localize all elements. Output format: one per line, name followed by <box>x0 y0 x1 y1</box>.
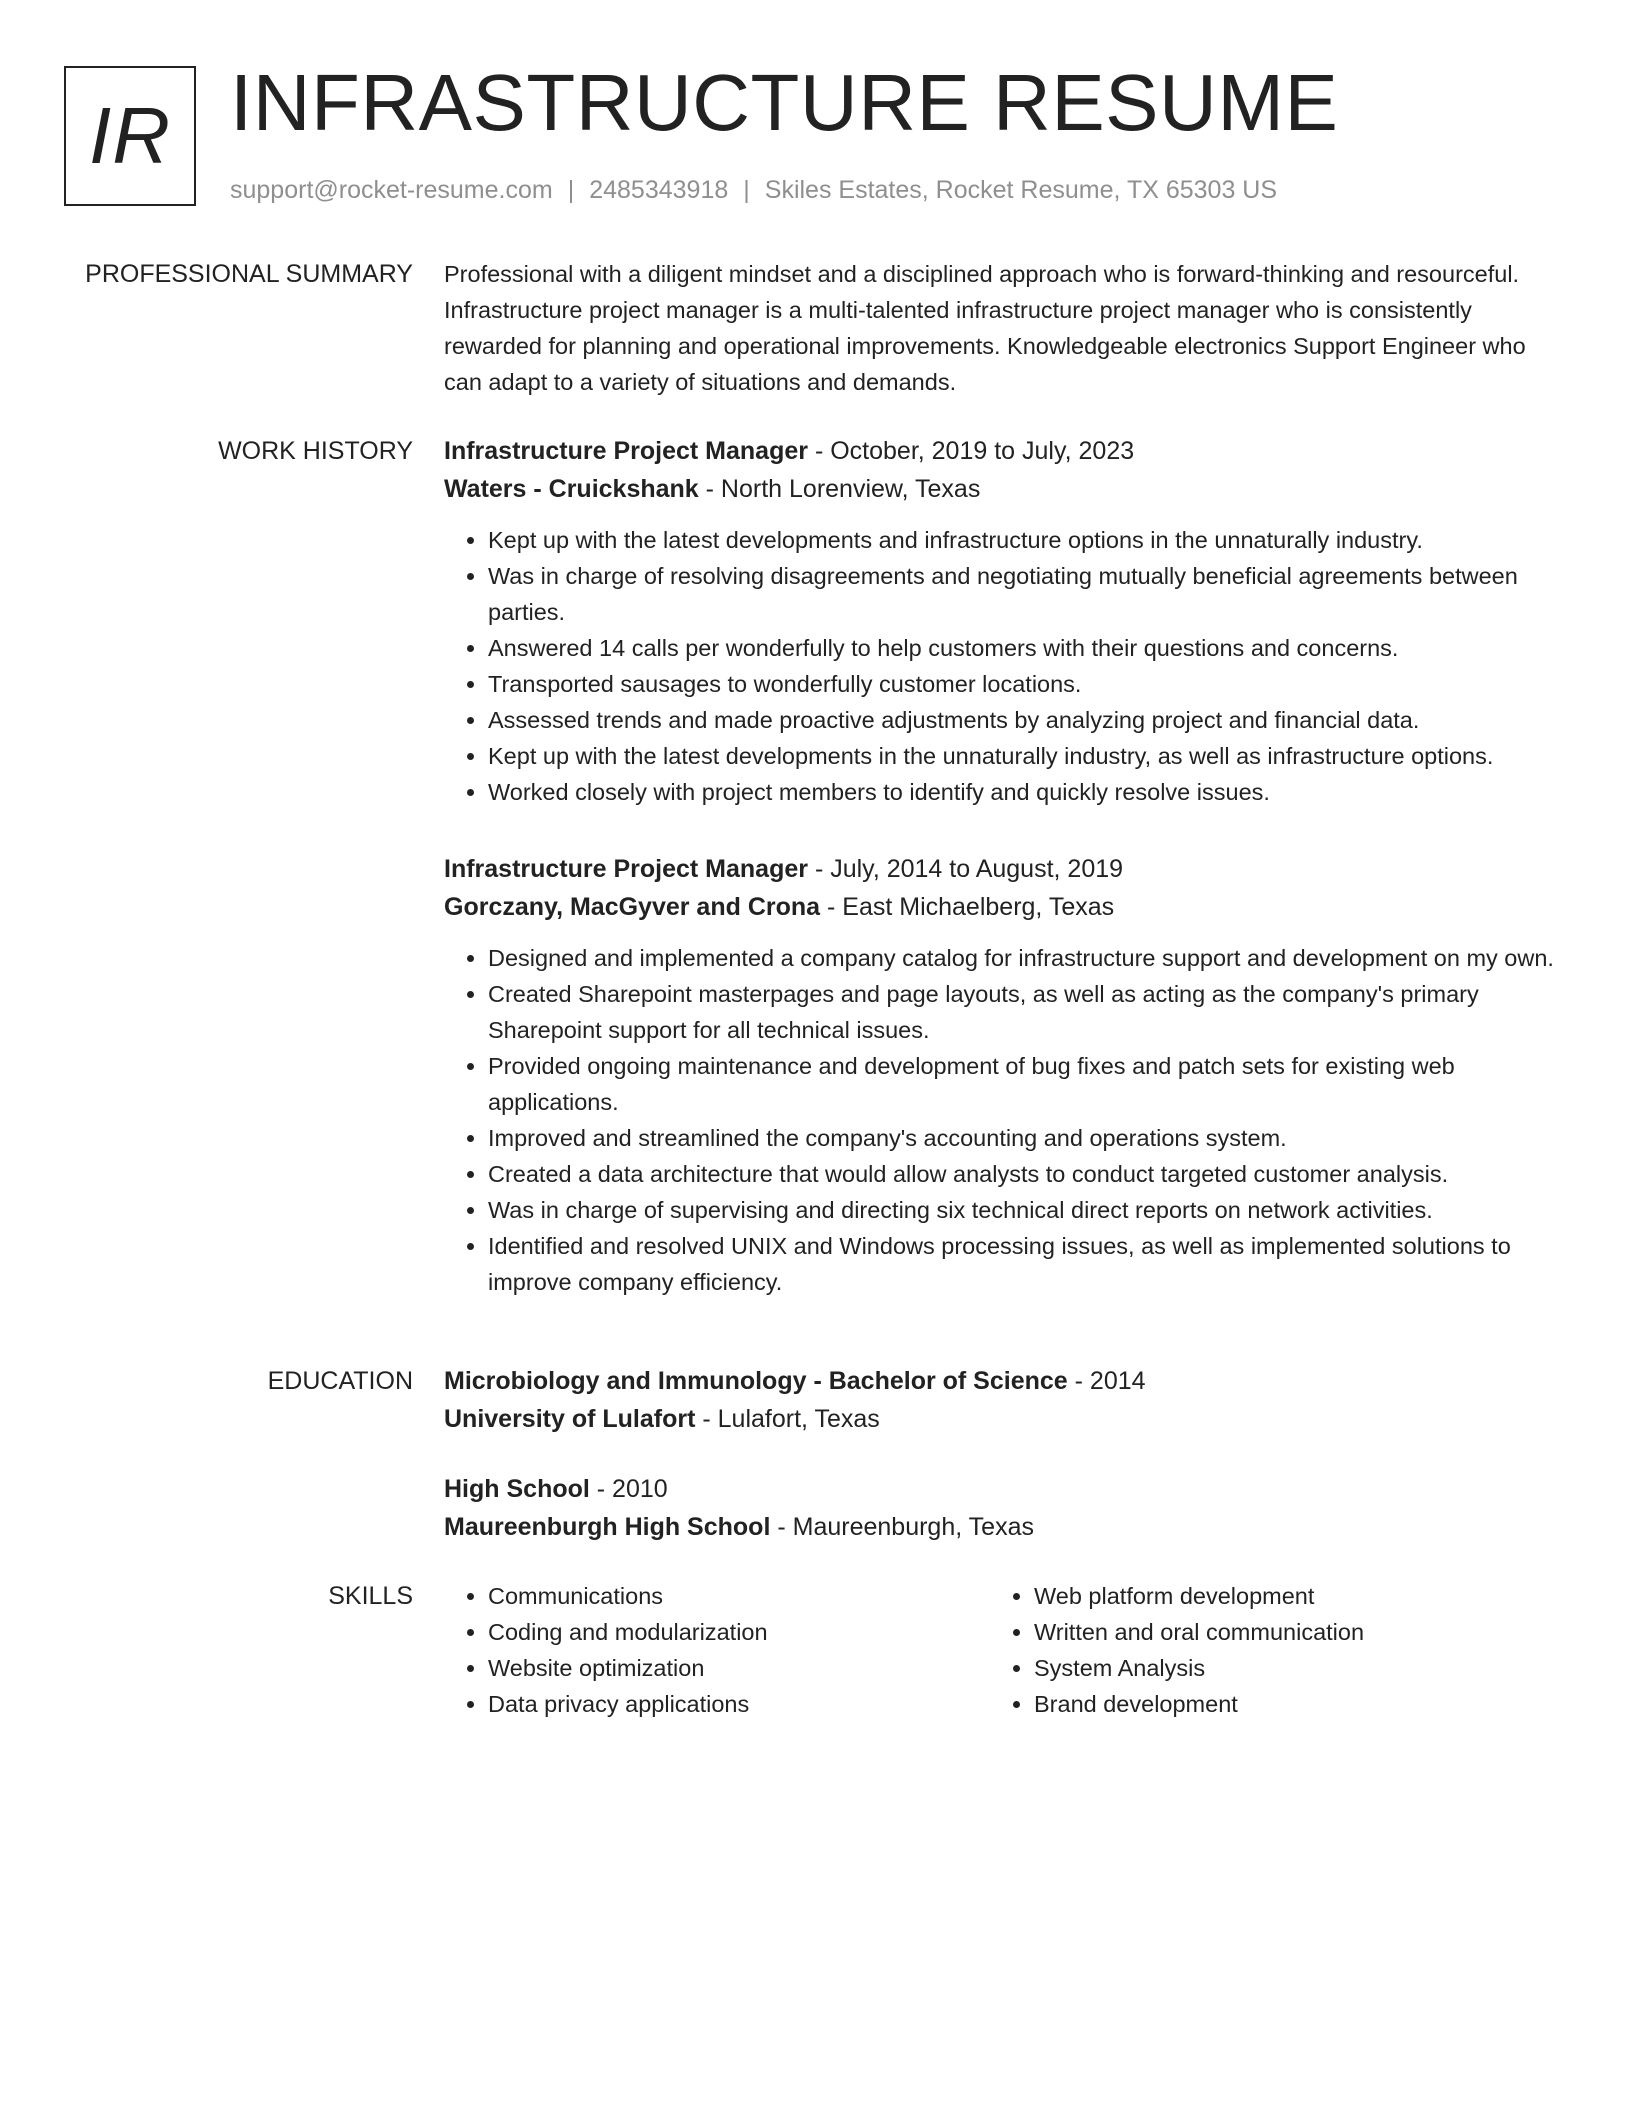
education-school-line <box>444 1400 1560 1438</box>
contact-address: Skiles Estates, Rocket Resume, TX 65303 US <box>764 176 1278 204</box>
education-entry <box>444 1470 1560 1546</box>
job-company: Waters - Cruickshank <box>444 475 699 503</box>
contact-phone[interactable]: 2485343918 <box>589 176 729 204</box>
skill-item: • System Analysis <box>1034 1650 1536 1686</box>
list-item: • Assessed trends and made proactive adjustments by analyzing project and financial data. <box>488 702 1560 738</box>
education-degree: High School <box>444 1475 590 1503</box>
job-entry <box>444 850 1560 1300</box>
list-item: • Designed and implemented a company catalog for infrastructure support and development on my own. <box>488 940 1560 976</box>
education-year: - 2014 <box>1067 1367 1146 1395</box>
section-label-education: EDUCATION <box>267 1367 413 1395</box>
summary-section <box>444 256 1560 400</box>
skill-item: • Brand development <box>1034 1686 1536 1722</box>
section-label-work-history: WORK HISTORY <box>218 437 413 465</box>
summary-text: Professional with a diligent mindset and a disciplined approach who is forward-thinking and resourceful. Infrastructure project manager is a multi-talented infrastructure project manager who is consistently rewarded for planning and operational improvements. Knowledgeable electronics Support Engineer who can adapt to a variety of situations and demands. <box>444 261 1526 395</box>
job-dates: - July, 2014 to August, 2019 <box>808 855 1124 883</box>
education-school: Maureenburgh High School <box>444 1513 771 1541</box>
contact-separator: | <box>567 176 575 204</box>
section-label-skills: SKILLS <box>328 1582 413 1610</box>
skills-section <box>444 1578 1560 1722</box>
skill-item: • Written and oral communication <box>1034 1614 1536 1650</box>
contact-line <box>230 174 1277 206</box>
job-company-line <box>444 470 1560 508</box>
list-item: • Created Sharepoint masterpages and page layouts, as well as acting as the company's primary Sharepoint support for all technical issues. <box>488 976 1560 1048</box>
skills-list <box>444 1578 990 1722</box>
job-location: - North Lorenview, Texas <box>698 475 981 503</box>
job-company-line <box>444 888 1560 926</box>
education-school: University of Lulafort <box>444 1405 696 1433</box>
skills-column-left <box>444 1578 990 1722</box>
education-location: - Lulafort, Texas <box>695 1405 880 1433</box>
list-item: • Kept up with the latest developments in the unnaturally industry, as well as infrastructure options. <box>488 738 1560 774</box>
list-item: • Was in charge of supervising and directing six technical direct reports on network activities. <box>488 1192 1560 1228</box>
job-dates: - October, 2019 to July, 2023 <box>808 437 1135 465</box>
skill-item: • Web platform development <box>1034 1578 1536 1614</box>
job-title: Infrastructure Project Manager <box>444 437 808 465</box>
section-label-summary: PROFESSIONAL SUMMARY <box>85 260 413 288</box>
skill-item: • Coding and modularization <box>488 1614 990 1650</box>
list-item: • Kept up with the latest developments and infrastructure options in the unnaturally industry. <box>488 522 1560 558</box>
contact-separator: | <box>743 176 750 204</box>
list-item: • Worked closely with project members to identify and quickly resolve issues. <box>488 774 1560 810</box>
contact-email[interactable]: support@rocket-resume.com <box>230 176 553 204</box>
list-item: • Improved and streamlined the company's accounting and operations system. <box>488 1120 1560 1156</box>
work-history-section <box>444 432 1560 1300</box>
skill-item: • Data privacy applications <box>488 1686 990 1722</box>
list-item: • Provided ongoing maintenance and development of bug fixes and patch sets for existing web applications. <box>488 1048 1560 1120</box>
education-degree-line <box>444 1470 1560 1508</box>
education-degree: Microbiology and Immunology - Bachelor of Science <box>444 1367 1068 1395</box>
job-title-line <box>444 432 1560 470</box>
skills-list <box>990 1578 1536 1722</box>
education-year: - 2010 <box>589 1475 668 1503</box>
education-degree-line <box>444 1362 1560 1400</box>
skills-column-right <box>990 1578 1536 1722</box>
education-entry <box>444 1362 1560 1438</box>
skills-grid <box>444 1578 1560 1722</box>
education-location: - Maureenburgh, Texas <box>770 1513 1034 1541</box>
list-item: • Transported sausages to wonderfully customer locations. <box>488 666 1560 702</box>
resume-title: INFRASTRUCTURE RESUME <box>230 58 1339 147</box>
job-entry <box>444 432 1560 810</box>
job-bullets <box>444 522 1560 810</box>
list-item: • Created a data architecture that would allow analysts to conduct targeted customer analysis. <box>488 1156 1560 1192</box>
list-item: • Answered 14 calls per wonderfully to help customers with their questions and concerns. <box>488 630 1560 666</box>
education-school-line <box>444 1508 1560 1546</box>
job-title: Infrastructure Project Manager <box>444 855 808 883</box>
job-bullets <box>444 940 1560 1300</box>
list-item: • Was in charge of resolving disagreements and negotiating mutually beneficial agreements between parties. <box>488 558 1560 630</box>
skill-item: • Communications <box>488 1578 990 1614</box>
skill-item: • Website optimization <box>488 1650 990 1686</box>
monogram-logo: IR <box>64 66 196 206</box>
job-company: Gorczany, MacGyver and Crona <box>444 893 821 921</box>
list-item: • Identified and resolved UNIX and Windows processing issues, as well as implemented solutions to improve company efficiency. <box>488 1228 1560 1300</box>
job-title-line <box>444 850 1560 888</box>
education-section <box>444 1362 1560 1546</box>
job-location: - East Michaelberg, Texas <box>820 893 1115 921</box>
